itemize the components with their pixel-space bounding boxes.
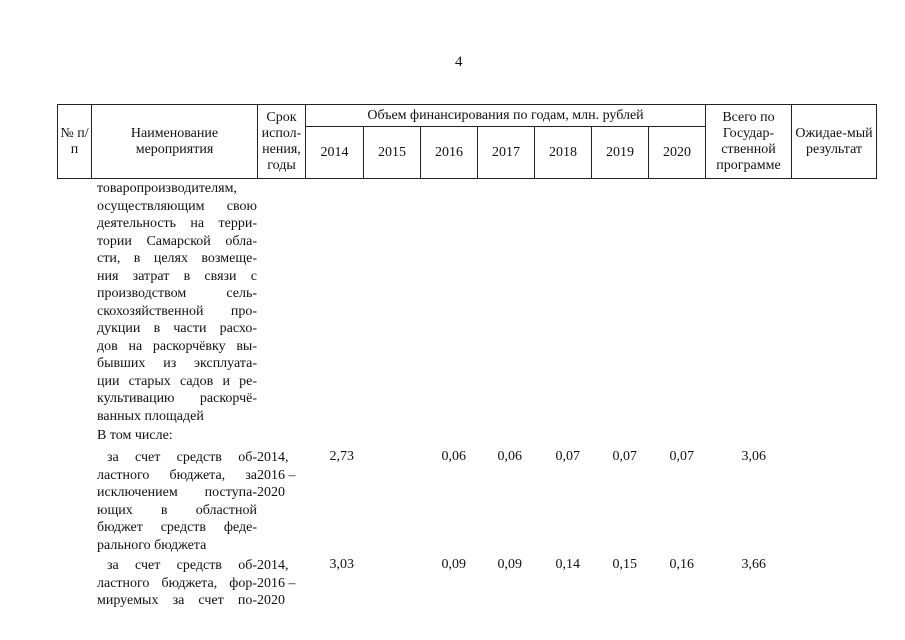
text-line: культивацию раскорчё- [97, 391, 257, 406]
term-line: 2016 – [257, 575, 296, 591]
row-term [257, 449, 296, 502]
text-line: рального бюджета [97, 537, 207, 553]
table-header [57, 104, 877, 179]
header-year: 2016 [421, 127, 478, 179]
header-year: 2015 [364, 127, 421, 179]
text-line: осуществляющим свою [97, 198, 257, 214]
value-2020: 0,07 [669, 449, 694, 464]
header-year: 2017 [478, 127, 535, 179]
row-description [97, 449, 257, 554]
term-line: 2014, [257, 558, 289, 573]
value-2016: 0,09 [441, 557, 466, 572]
text-line: деятельность на терри- [97, 216, 257, 231]
text-line: тории Самарской обла- [97, 233, 257, 249]
text-line: дукции в части расхо- [97, 321, 257, 336]
text-line: за счет средств об- [107, 450, 257, 465]
header-total: Всего по Государ-ственной программе [706, 105, 792, 179]
header-term: Срок испол-нения, годы [258, 105, 306, 179]
value-2017: 0,06 [497, 449, 522, 464]
text-line: ющих в областной [97, 502, 257, 518]
row-term [257, 557, 296, 610]
term-line: 2020 [257, 485, 285, 500]
text-line: за счет средств об- [107, 558, 257, 573]
value-2020: 0,16 [669, 557, 694, 572]
text-line: скохозяйственной про- [97, 303, 257, 319]
header-year: 2018 [535, 127, 592, 179]
value-2014: 3,03 [329, 557, 354, 572]
text-line: дов на раскорчёвку вы- [97, 338, 257, 354]
measure-description [97, 180, 257, 425]
header-number: № п/п [58, 105, 92, 179]
value-2017: 0,09 [497, 557, 522, 572]
text-line: ванных площадей [97, 408, 204, 424]
text-line: мируемых за счет по- [97, 593, 257, 608]
value-2016: 0,06 [441, 449, 466, 464]
text-line: ции старых садов и ре- [97, 373, 257, 389]
row-description [97, 557, 257, 610]
term-line: 2020 [257, 593, 285, 608]
header-year: 2014 [306, 127, 364, 179]
text-line: товаропроизводителям, [97, 181, 237, 196]
header-funding: Объем финансирования по годам, млн. рублей [306, 105, 706, 127]
value-2014: 2,73 [329, 449, 354, 464]
text-line: ластного бюджета, за [97, 467, 257, 483]
including-label: В том числе: [97, 428, 173, 443]
term-line: 2016 – [257, 467, 296, 483]
text-line: ластного бюджета, фор- [97, 575, 257, 591]
text-line: бывших из эксплуата- [97, 356, 257, 371]
term-line: 2014, [257, 450, 289, 465]
text-line: бюджет средств феде- [97, 520, 257, 535]
page-number: 4 [455, 54, 463, 70]
header-year: 2020 [649, 127, 706, 179]
value-total: 3,66 [741, 557, 766, 572]
value-2018: 0,07 [555, 449, 580, 464]
value-2019: 0,15 [612, 557, 637, 572]
header-name: Наименование мероприятия [92, 105, 258, 179]
text-line: производством сель- [97, 286, 257, 301]
text-line: ния затрат в связи с [97, 268, 257, 284]
text-line: исключением поступа- [97, 485, 257, 500]
value-2018: 0,14 [555, 557, 580, 572]
value-total: 3,06 [741, 449, 766, 464]
header-result: Ожидае-мый результат [792, 105, 877, 179]
header-year: 2019 [592, 127, 649, 179]
text-line: сти, в целях возмеще- [97, 251, 257, 266]
value-2019: 0,07 [612, 449, 637, 464]
